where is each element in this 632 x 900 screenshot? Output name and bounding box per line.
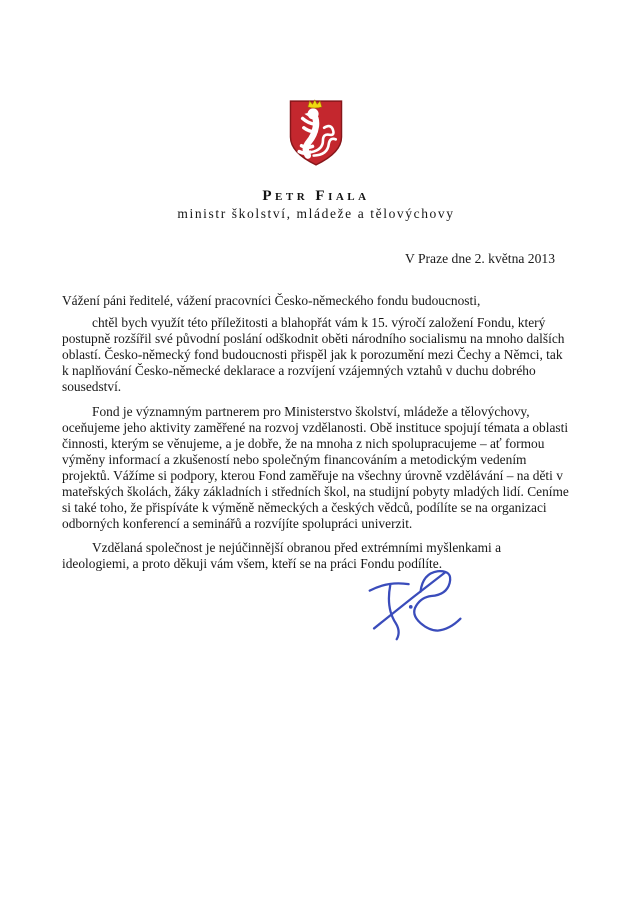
- paragraph-3: Vzdělaná společnost je nejúčinnější obranou před extrémními myšlenkami a ideologiemi, a proto děkuji vám všem, kteří se na práci Fondu podílíte.: [62, 540, 502, 572]
- signature-petr-fiala: [360, 566, 468, 652]
- letter-body: [62, 293, 570, 581]
- dateline: V Praze dne 2. května 2013: [405, 251, 555, 266]
- paragraph-1: chtěl bych využít této příležitosti a blahopřát vám k 15. výročí založení Fondu, který postupně rozšířil své původní poslání odškodnit oběti národního socialismu na mnoho dalších oblastí. Česko-německý fond budoucnosti přispěl jak k porozumění mezi Čechy a Němci, tak k naplňování Česko-německé deklarace a rozvíjení vzájemných vztahů v duchu dobrého sousedství.: [62, 315, 565, 395]
- sender-name: Petr Fiala: [262, 188, 370, 204]
- sender-title: ministr školství, mládeže a tělovýchovy: [177, 206, 455, 221]
- salutation: Vážení páni ředitelé, vážení pracovníci Česko-německého fondu budoucnosti,: [62, 293, 481, 308]
- czech-coat-of-arms-icon: [287, 98, 345, 168]
- paragraph-2: Fond je významným partnerem pro Ministerstvo školství, mládeže a tělovýchovy, oceňujeme jeho aktivity zaměřené na rozvoj vzdělanosti. Obě instituce spojují témata a oblasti činnosti, kterým se věnujeme, a je dobře, že na mnoha z nich spolupracujeme – ať formou výměny informací a zkušeností nebo společným financováním a metodickým vedením projektů. Vážíme si podpory, kterou Fond zaměřuje na všechny úrovně vzdělávání – na děti v mateřských školách, žáky základních i středních škol, na studijní pobyty mladých lidí. Ceníme si také toho, že přispíváte k výměně německých a českých vědců, podílíte se na organizaci odborných konferencí a seminářů a rozvíjíte spolupráci univerzit.: [62, 403, 569, 532]
